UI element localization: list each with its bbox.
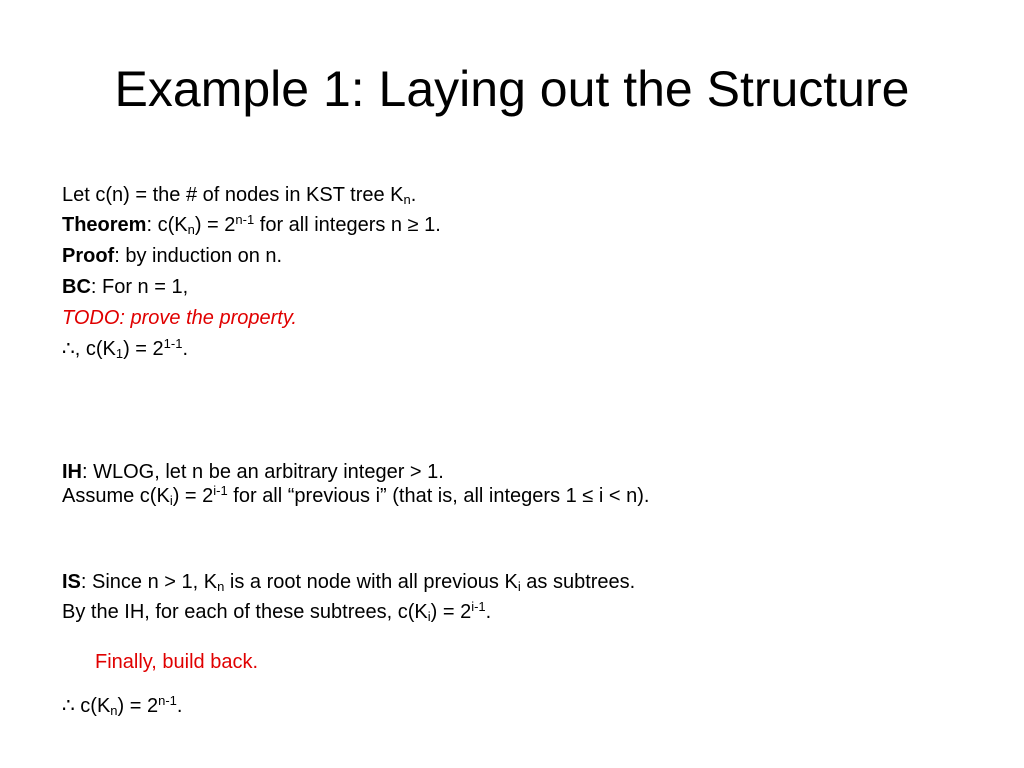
ih-label: IH	[62, 461, 82, 483]
todo-note: TODO: prove the property.	[62, 307, 297, 329]
finally-note: Finally, build back.	[95, 651, 259, 673]
theorem-label: Theorem	[62, 214, 147, 236]
is-label: IS	[62, 571, 81, 593]
definition-line: Let c(n) = the # of nodes in KST tree $K_n$.	[62, 184, 417, 207]
base-case-line: BC: For n = 1,	[62, 276, 189, 298]
base-case-label: BC	[62, 276, 91, 298]
by-ih-line: By the IH, for each of these subtrees, $c(K_i) = 2^{i-1}$.	[62, 599, 492, 624]
final-conclusion: ∴ $c(K_n) = 2^{n-1}$.	[62, 693, 183, 718]
base-case-conclusion: ∴, $c(K_1) = 2^{1-1}$.	[62, 336, 189, 361]
proof-line: Proof: by induction on n.	[62, 245, 283, 267]
theorem-line: Theorem: $c(K_n) = 2^{n-1}$ for all integers n ≥ 1.	[62, 212, 441, 237]
assumption-line: Assume $c(K_i) = 2^{i-1}$ for all “previous i” (that is, all integers 1 ≤ i < n).	[62, 483, 650, 508]
inductive-step-line: IS: Since n > 1, $K_n$ is a root node with all previous $K_i$ as subtrees.	[62, 571, 636, 594]
slide-title: Example 1: Laying out the Structure	[114, 61, 910, 117]
proof-label: Proof	[62, 245, 115, 267]
inductive-hypothesis-line: IH: WLOG, let n be an arbitrary integer > 1.	[62, 461, 444, 483]
